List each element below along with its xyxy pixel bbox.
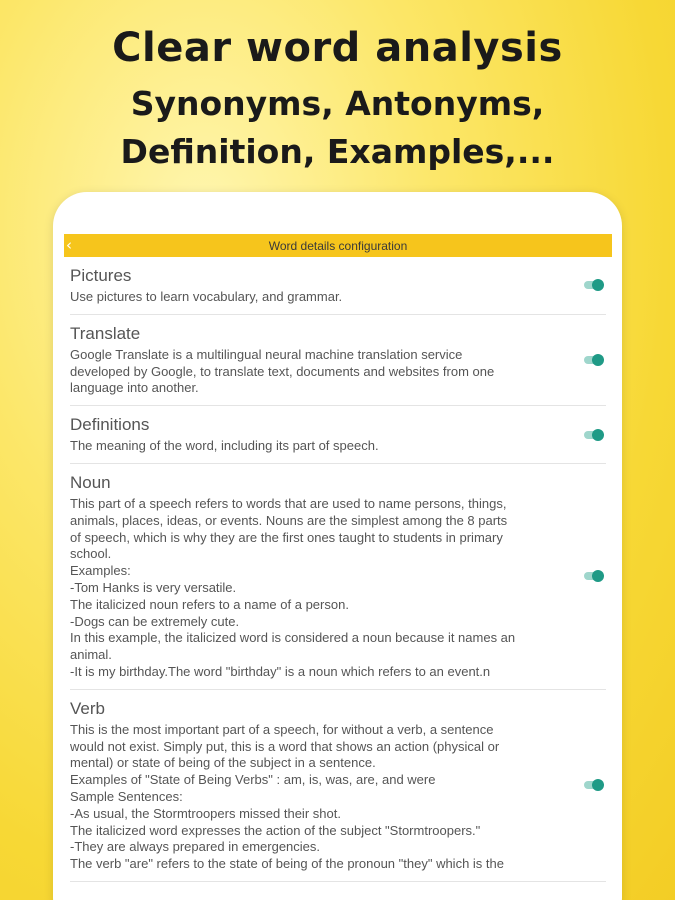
setting-row-noun[interactable] bbox=[70, 464, 606, 690]
toggle-knob bbox=[592, 279, 604, 291]
toggle-knob bbox=[592, 354, 604, 366]
setting-row-definitions[interactable] bbox=[70, 406, 606, 464]
setting-description: This is the most important part of a speech, for without a verb, a sentence would not exist. Simply put, this is a word that shows an action (physical or mental) or state of being of the subject in a sentence. Examples of "State of Being Verbs" : am, is, was, are, and were Sample Sentences: -As usual, the Stormtroopers missed their shot. The italicized word expresses the action of the subject "Stormtroopers." -They are always prepared in emergencies. The verb "are" refers to the state of being of the pronoun "they" which is the bbox=[70, 721, 504, 872]
toggle-knob bbox=[592, 570, 604, 582]
setting-title: Definitions bbox=[70, 415, 150, 435]
setting-row-pictures[interactable] bbox=[70, 257, 606, 315]
promo-headline: Clear word analysis bbox=[112, 25, 563, 71]
app-screen bbox=[64, 234, 612, 900]
setting-title: Verb bbox=[70, 698, 105, 718]
promo-subline-2: Definition, Examples,... bbox=[120, 132, 555, 171]
setting-title: Translate bbox=[70, 323, 141, 343]
app-bar-title: Word details configuration bbox=[268, 238, 408, 253]
settings-list bbox=[64, 257, 612, 882]
pictures-toggle[interactable] bbox=[584, 281, 602, 289]
setting-title: Noun bbox=[70, 472, 111, 492]
toggle-knob bbox=[592, 429, 604, 441]
toggle-knob bbox=[592, 779, 604, 791]
noun-toggle[interactable] bbox=[584, 572, 602, 580]
app-bar bbox=[64, 234, 612, 257]
setting-description: This part of a speech refers to words that are used to name persons, things, animals, places, ideas, or events. Nouns are the simplest among the 8 parts of speech, which is why they are the first ones taught to students in primary school. Examples: -Tom Hanks is very versatile. The italicized noun refers to a name of a person. -Dogs can be extremely cute. In this example, the italicized word is considered a noun because it names an animal. -It is my birthday.The word "birthday" is a noun which refers to an event.n bbox=[70, 495, 516, 679]
setting-row-translate[interactable] bbox=[70, 315, 606, 406]
translate-toggle[interactable] bbox=[584, 356, 602, 364]
setting-title: Pictures bbox=[70, 266, 132, 285]
promo-subline-1: Synonyms, Antonyms, bbox=[130, 84, 545, 123]
setting-description: Google Translate is a multilingual neural machine translation service developed by Google, to translate text, documents and websites from one language into another. bbox=[70, 346, 495, 396]
chevron-left-icon[interactable]: ‹ bbox=[66, 236, 72, 254]
setting-row-verb[interactable] bbox=[70, 690, 606, 882]
setting-description: Use pictures to learn vocabulary, and grammar. bbox=[70, 289, 343, 304]
setting-description: The meaning of the word, including its part of speech. bbox=[70, 438, 379, 454]
promo-headline-block bbox=[0, 22, 675, 176]
verb-toggle[interactable] bbox=[584, 781, 602, 789]
definitions-toggle[interactable] bbox=[584, 431, 602, 439]
